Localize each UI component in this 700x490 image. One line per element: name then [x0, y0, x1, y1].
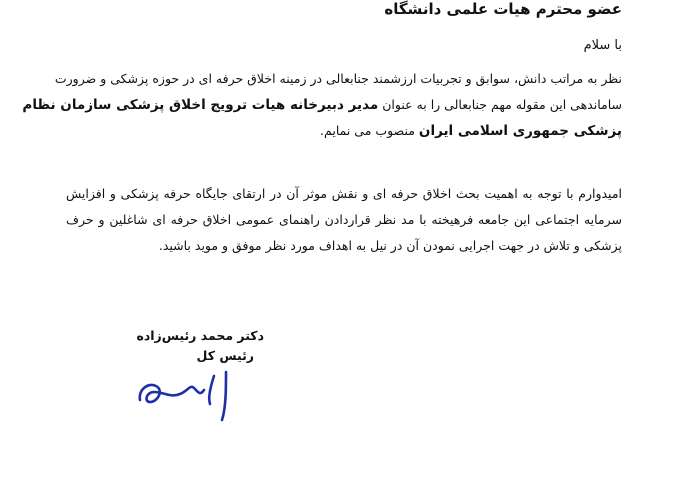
signature-stroke [222, 372, 226, 420]
signatory-block [136, 326, 264, 366]
paragraph-wishes [66, 181, 622, 259]
appointment-position: مدیر دبیرخانه هیات ترویج اخلاق پزشکی سازمان نظام [22, 97, 379, 113]
signatory-title: رئیس کل [196, 348, 254, 363]
handwritten-signature [130, 362, 240, 432]
signatory-name: دکتر محمد رئیس‌زاده [136, 328, 264, 343]
paragraph-line: امیدوارم با توجه به اهمیت بحث اخلاق حرفه ای و نقش موثر آن در ارتقای جایگاه حرفه پزشکی و افزایش [66, 186, 622, 201]
paragraph-line: نظر به مراتب دانش، سوابق و تجربیات ارزشمند جنابعالی در زمینه اخلاق حرفه ای در حوزه پزشکی و ضرورت [54, 71, 622, 86]
addressee-heading: عضو محترم هیات علمی دانشگاه [384, 0, 622, 18]
paragraph-text: منصوب می نمایم. [320, 123, 415, 138]
paragraph-line [22, 92, 622, 118]
paragraph-line: سرمایه اجتماعی این جامعه فرهیخته با مد نظر قراردادن راهنمای عمومی اخلاق حرفه ای شاغلین و حرف [66, 212, 622, 227]
signature-stroke [209, 376, 214, 404]
paragraph-line [66, 118, 622, 144]
signature-stroke [140, 385, 204, 402]
paragraph-text: ساماندهی این مقوله مهم جنابعالی را به عنوان [382, 97, 622, 112]
greeting-text: با سلام [583, 38, 622, 53]
organization-name: پزشکی جمهوری اسلامی ایران [418, 123, 622, 139]
paragraph-appointment [22, 66, 622, 144]
paragraph-line: پزشکی و تلاش در جهت اجرایی نمودن آن در نیل به اهداف مورد نظر موفق و موید باشید. [158, 238, 622, 253]
